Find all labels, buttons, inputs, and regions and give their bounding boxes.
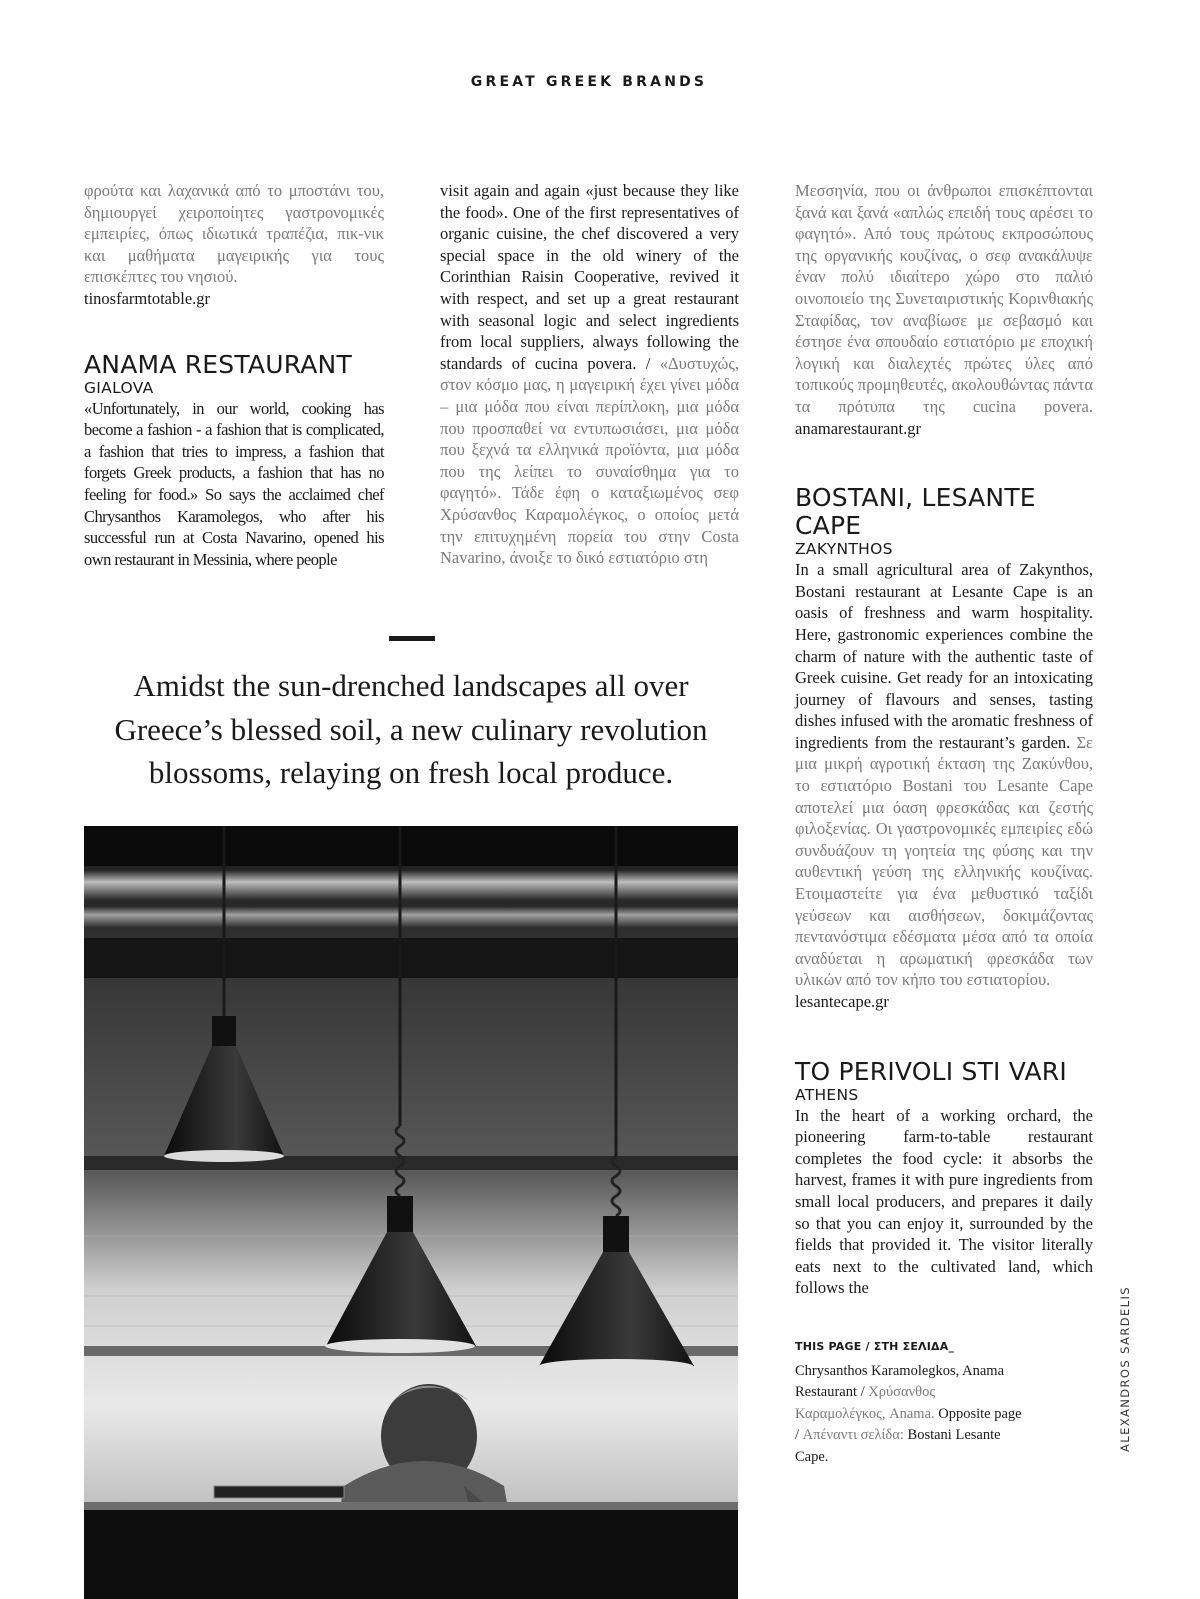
running-head: GREAT GREEK BRANDS: [470, 74, 708, 90]
caption-part1-en: Chrysanthos Karamolegkos, Anama Restaurant /: [795, 1362, 1005, 1400]
perivoli-heading: TO PERIVOLI STI VARI: [795, 1056, 1067, 1086]
bostani-heading: BOSTANI, LESANTE CAPE: [795, 483, 1036, 541]
perivoli-english-text: In the heart of a working orchard, the pioneering farm-to-table restaurant completes the food cycle: it absorbs the harvest, frames it with pure ingredients from small local producers, and prepares it daily so that you can enjoy it, surrounded by the fields that provided it. The visitor literally eats next to the cultivated land, which follows the: [795, 1105, 1093, 1298]
anama-heading: ANAMA RESTAURANT: [84, 349, 352, 379]
tinos-greek-text: φρούτα και λαχανικά από το μποστάνι του, δημιουργεί χειροποίητες γαστρονομικές εμπειρίες, όπως ιδιωτικά τραπέζια, πικ-νικ και μαθήματα μαγειρικής για τους επισκέπτες του νησιού. tinosfarmtotable.gr: [84, 181, 384, 308]
caption-part2-greek: Απέναντι σελίδα:: [802, 1427, 904, 1443]
caption-label: THIS PAGE / ΣΤΗ ΣΕΛΙΔΑ_: [795, 1340, 955, 1353]
photo-caption: [795, 1336, 1025, 1468]
anama-english-text: «Unfortunately, in our world, cooking has become a fashion - a fashion that is complicated, a fashion that tries to impress, a fashion that forgets Greek products, a fashion that has no feeling for food.» So says the acclaimed chef Chrysanthos Karamolegos, who after his successful run at Costa Navarino, opened his own restaurant in Messinia, where people: [84, 398, 384, 569]
column-1: [84, 180, 384, 570]
bostani-english-text: In a small agricultural area of Zakynthos, Bostani restaurant at Lesante Cape is an oasis of freshness and warm hospitality. Here, gastronomic experiences combine the charm of nature with the authentic taste of Greek cuisine. Get ready for an intoxicating journey of flavours and senses, tasting dishes infused with the aromatic freshness of ingredients from the restaurant’s garden.: [795, 560, 1093, 752]
caption-part1-greek: Χρύσανθος Καραμολέγκος, Anama.: [795, 1384, 936, 1422]
anama-greek-text: «Δυστυχώς, στον κόσμο μας, η μαγειρική έχει γίνει μόδα – μια μόδα που είναι περίπλοκη, μια μόδα που προσπαθεί να εντυπωσιάσει, μια μόδα που ξεχνά τα ελληνικά προϊόντα, μια μόδα που της λείπει το συναίσθημα για το φαγητό». Τάδε έφη ο καταξιωμένος σεφ Χρύσανθος Καραμολέγκος, ο οποίος μετά την επιτυχημένη πορεία του στην Costa Navarino, άνοιξε το δικό εστιατόριο στη: [440, 353, 740, 568]
caption-part2-en: Opposite page /: [795, 1405, 1022, 1443]
pullquote: Amidst the sun-drenched landscapes all over Greece’s blessed soil, a new culinary revolution blossoms, relaying on fresh local produce.: [114, 668, 708, 790]
bostani-location: ZAKYNTHOS: [795, 540, 893, 559]
bostani-text: [795, 559, 1093, 1012]
caption-part3-en: Bostani Lesante Cape.: [795, 1427, 1001, 1465]
pullquote-rule: [389, 636, 435, 641]
photo-credit: ALEXANDROS SARDELIS: [1118, 1286, 1132, 1452]
column-2: [440, 180, 739, 569]
anama-url: anamarestaurant.gr: [795, 418, 921, 438]
tinos-url: tinosfarmtotable.gr: [84, 288, 211, 308]
perivoli-location: ATHENS: [795, 1085, 859, 1104]
kitchen-scene-illustration: [84, 826, 738, 1599]
column-3: [795, 180, 1093, 1299]
bostani-greek-text: Σε μια μικρή αγροτική έκταση της Ζακύνθου, το εστιατόριο Bostani του Lesante Cape αποτελεί μια όαση φρεσκάδας και ζεστής φιλοξενίας. Οι γαστρονομικές εμπειρίες εδώ συνδυάζουν τη γοητεία της φύσης και την αυθεντική γεύση της ελληνικής κουζίνας. Ετοιμαστείτε για ένα μεθυστικό ταξίδι γεύσεων και αισθήσεων, δοκιμάζοντας πεντανόστιμα εδέσματα μέσα από τα οποία αναδύεται η αρωματική φρεσκάδα των υλικών από τον κήπο του εστιατορίου.: [795, 732, 1093, 990]
anama-location: GIALOVA: [84, 378, 154, 397]
chef-kitchen-photo: [84, 826, 738, 1599]
anama-english-continued: visit again and again «just because they like the food». One of the first representatives of organic cuisine, the chef discovered a very special space in the old winery of the Corinthian Raisin Cooperative, revived it with respect, and set up a great restaurant with seasonal logic and select ingredients from local suppliers, always following the standards of cucina povera. /: [440, 181, 739, 373]
anama-continued-text: [440, 180, 739, 569]
bostani-url: lesantecape.gr: [795, 992, 889, 1011]
anama-greek-continued: Μεσσηνία, που οι άνθρωποι επισκέπτονται ξανά και ξανά «απλώς επειδή τους αρέσει το φαγητό». Από τους πρώτους εκπροσώπους της οργανικής κουζίνας, ο σεφ ανακάλυψε έναν πολύ ιδιαίτερο χώρο στο παλιό οινοποιείο της Συνεταιριστικής Κορινθιακής Σταφίδας, τον αναβίωσε με σεβασμό και έστησε ένα σπουδαίο εστιατόριο με εποχική λογική και διαλεχτές πρώτες ύλες από τοπικούς προμηθευτές, ακολουθώντας πάντα τα πρότυπα της cucina povera. anamarestaurant.gr: [795, 181, 1093, 438]
